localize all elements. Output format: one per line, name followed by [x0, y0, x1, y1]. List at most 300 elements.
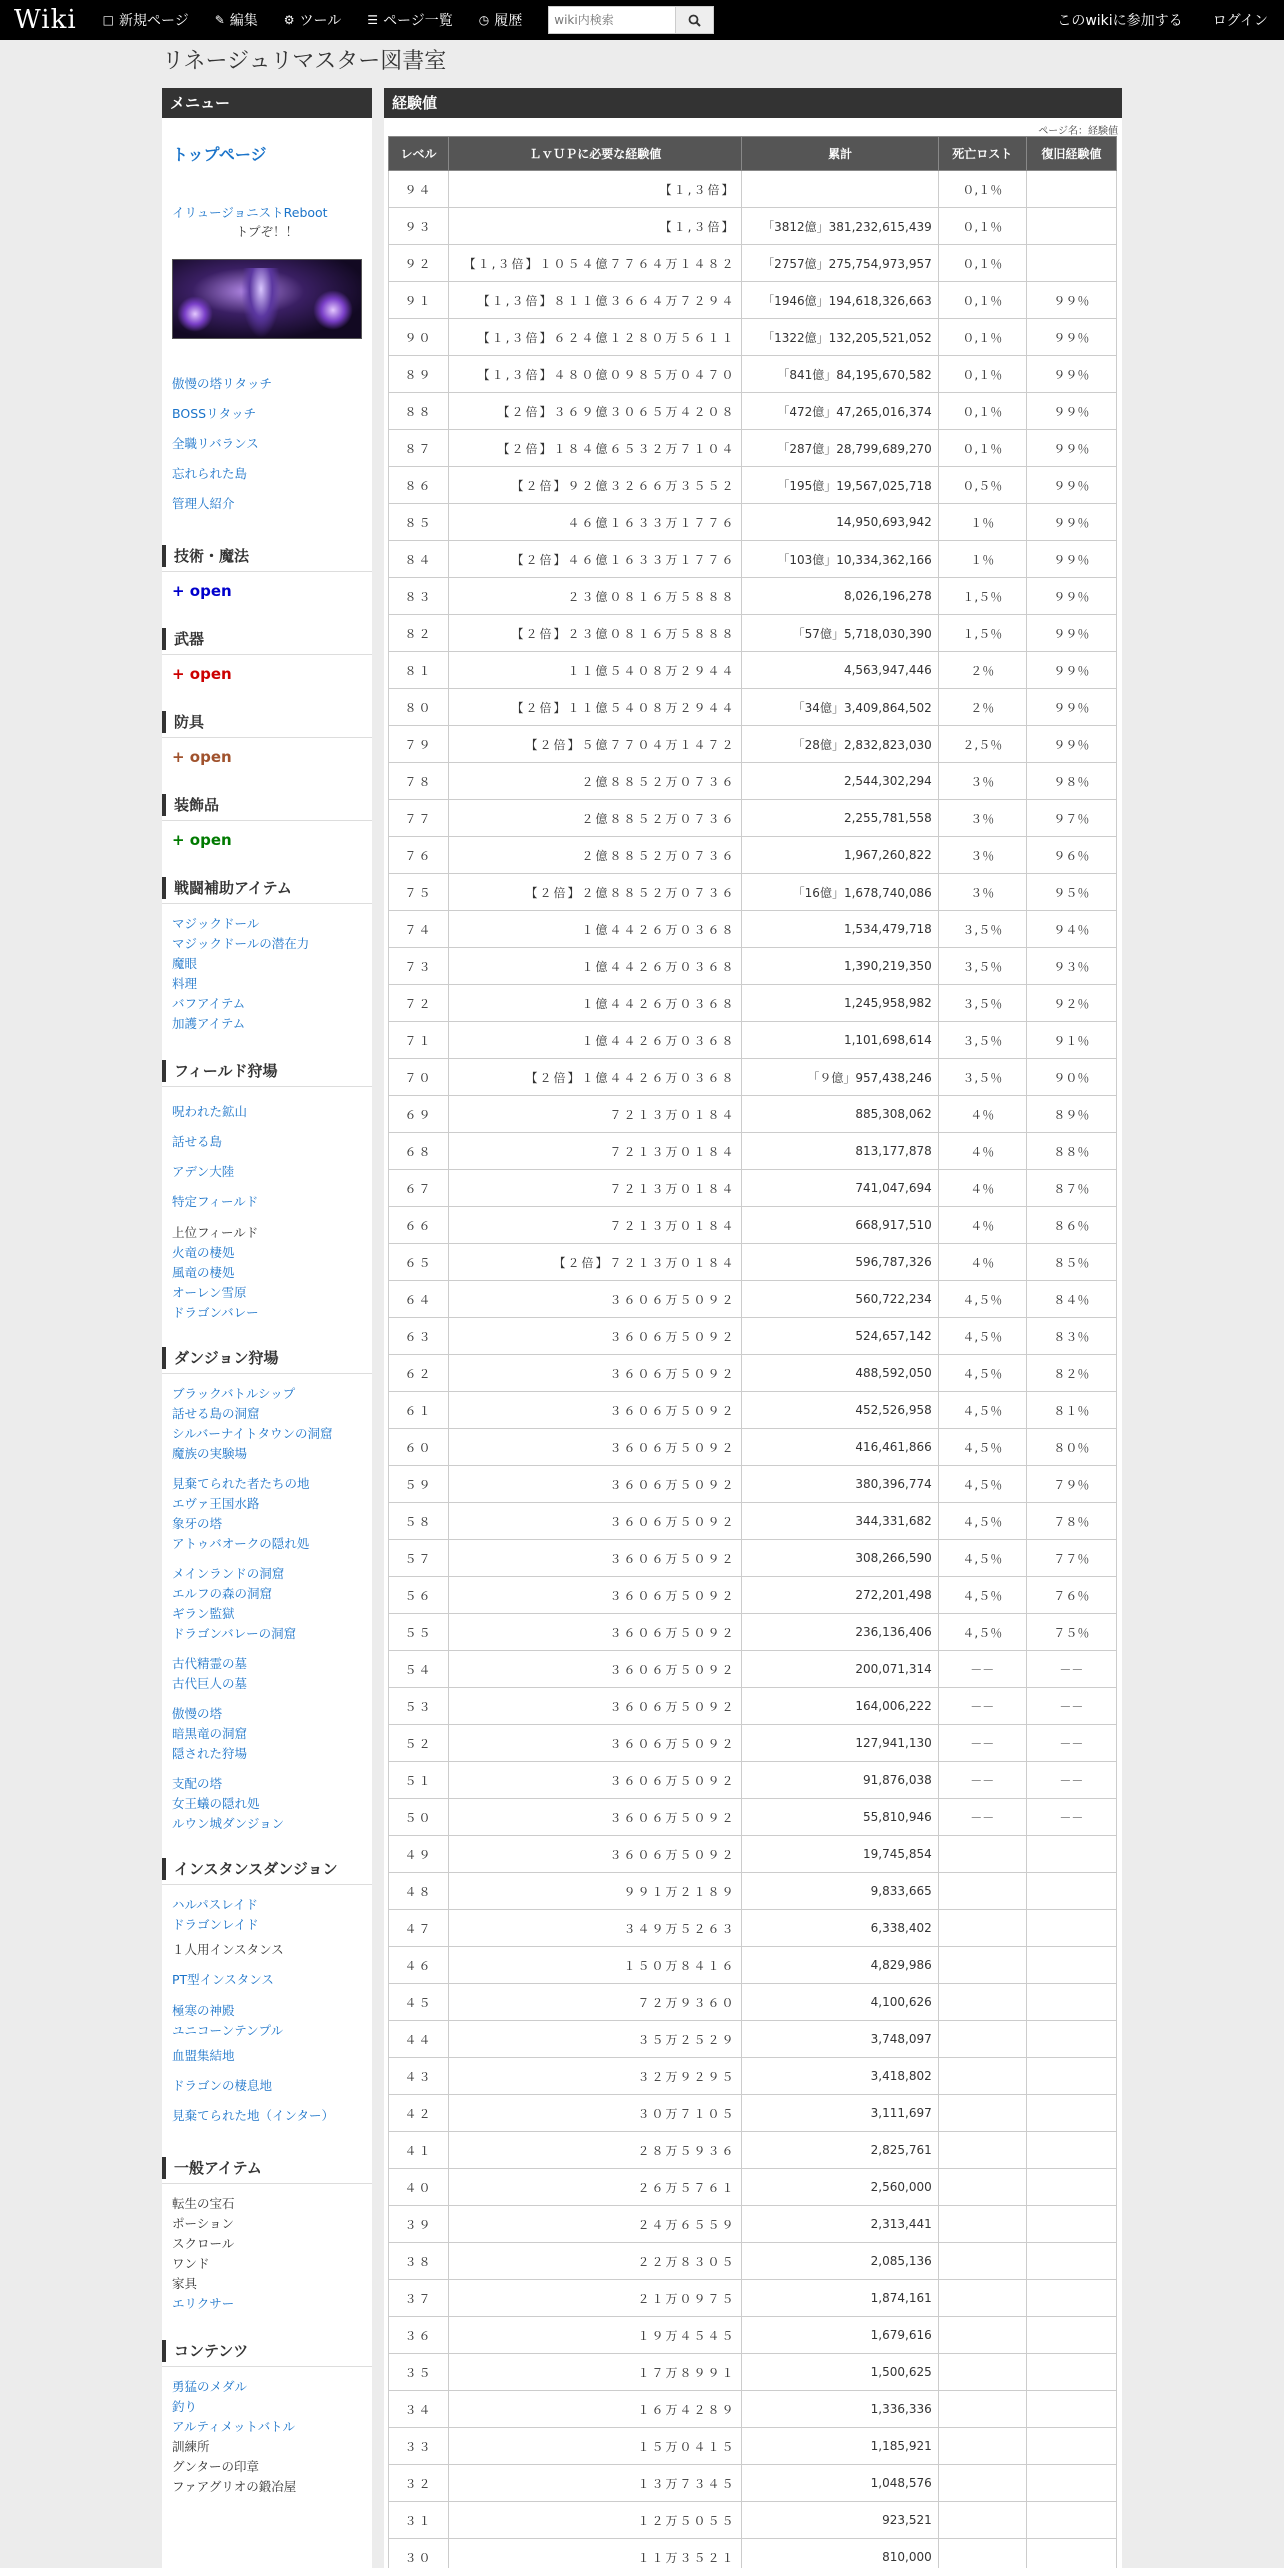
cell-death-loss — [938, 2465, 1026, 2502]
table-body — [389, 171, 1117, 2568]
cell-level: ５０ — [389, 1799, 449, 1836]
sidebar-link[interactable]: ドラゴンレイド — [172, 1917, 259, 1932]
cell-recovery-exp — [1026, 2428, 1116, 2465]
cell-level: ３２ — [389, 2465, 449, 2502]
sidebar-link[interactable]: エリクサー — [172, 2296, 235, 2311]
sidebar-link[interactable]: ハルパスレイド — [172, 1897, 259, 1912]
cell-death-loss: １％ — [938, 541, 1026, 578]
sidebar-link[interactable]: 血盟集結地 — [172, 2048, 235, 2063]
sidebar-link[interactable]: エヴァ王国水路 — [172, 1496, 260, 1511]
cell-death-loss: ４,５％ — [938, 1614, 1026, 1651]
cell-cumulative: 2,560,000 — [742, 2169, 938, 2206]
sidebar-link[interactable]: 魔族の実験場 — [172, 1446, 248, 1461]
cell-recovery-exp: －－ — [1026, 1762, 1116, 1799]
cell-cumulative: 813,177,878 — [742, 1133, 938, 1170]
sidebar-link[interactable]: PT型インスタンス — [172, 1972, 274, 1987]
section-armor: 防具 — [162, 711, 362, 733]
cell-cumulative: 19,745,854 — [742, 1836, 938, 1873]
cell-required-exp: 【１,３倍】 — [449, 171, 742, 208]
cell-cumulative: 「287億」28,799,689,270 — [742, 430, 938, 467]
cell-recovery-exp: ８２％ — [1026, 1355, 1116, 1392]
cell-recovery-exp: ９９％ — [1026, 615, 1116, 652]
cell-death-loss: ３％ — [938, 763, 1026, 800]
nav-tools[interactable] — [284, 10, 342, 30]
divider — [162, 820, 372, 821]
cell-death-loss: ４％ — [938, 1207, 1026, 1244]
account-links — [1057, 10, 1268, 30]
cell-cumulative: 596,787,326 — [742, 1244, 938, 1281]
sidebar-link[interactable]: 支配の塔 — [172, 1776, 223, 1791]
sidebar-link[interactable]: 傲慢の塔リタッチ — [172, 376, 273, 391]
cell-required-exp: ７２１３万０１８４ — [449, 1170, 742, 1207]
table-row — [389, 874, 1117, 911]
cell-level: ４１ — [389, 2132, 449, 2169]
divider — [162, 737, 372, 738]
divider — [162, 571, 372, 572]
cell-level: ８４ — [389, 541, 449, 578]
cell-cumulative: 1,534,479,718 — [742, 911, 938, 948]
cell-cumulative: 668,917,510 — [742, 1207, 938, 1244]
cell-required-exp: ３０万７１０５ — [449, 2095, 742, 2132]
cell-level: ４０ — [389, 2169, 449, 2206]
general-item: スクロール — [172, 2236, 235, 2251]
cell-level: ９２ — [389, 245, 449, 282]
cell-required-exp: １億４４２６万０３６８ — [449, 948, 742, 985]
history-icon: ◷ — [478, 13, 490, 27]
search-button[interactable] — [676, 6, 714, 34]
table-row — [389, 1947, 1117, 1984]
open-toggle-weapon[interactable]: + open — [172, 665, 232, 683]
cell-cumulative: 1,967,260,822 — [742, 837, 938, 874]
open-toggle-magic[interactable]: + open — [172, 582, 232, 600]
cell-required-exp: ３６０６万５０９２ — [449, 1318, 742, 1355]
cell-recovery-exp: －－ — [1026, 1799, 1116, 1836]
cell-death-loss: ２,５％ — [938, 726, 1026, 763]
cell-recovery-exp — [1026, 1947, 1116, 1984]
cell-required-exp: ３６０６万５０９２ — [449, 1540, 742, 1577]
cell-death-loss: －－ — [938, 1725, 1026, 1762]
cell-cumulative: 3,418,802 — [742, 2058, 938, 2095]
section-general-items: 一般アイテム — [162, 2157, 362, 2179]
sidebar-link[interactable]: 風竜の棲処 — [172, 1265, 235, 1280]
cell-recovery-exp: ９９％ — [1026, 504, 1116, 541]
cell-required-exp: 【２倍】２億８８５２万０７３６ — [449, 874, 742, 911]
cell-recovery-exp — [1026, 2354, 1116, 2391]
cell-death-loss: ３％ — [938, 837, 1026, 874]
divider — [162, 2366, 372, 2367]
cell-cumulative: 「841億」84,195,670,582 — [742, 356, 938, 393]
table-row — [389, 1096, 1117, 1133]
sidebar-link[interactable]: 料理 — [172, 976, 198, 991]
cell-recovery-exp — [1026, 1910, 1116, 1947]
cell-level: ５６ — [389, 1577, 449, 1614]
sidebar-link[interactable]: シルバーナイトタウンの洞窟 — [172, 1426, 333, 1441]
cell-cumulative: 380,396,774 — [742, 1466, 938, 1503]
cell-cumulative: 344,331,682 — [742, 1503, 938, 1540]
cell-death-loss — [938, 2280, 1026, 2317]
cell-level: ３１ — [389, 2502, 449, 2539]
cell-recovery-exp — [1026, 2169, 1116, 2206]
upper-field-label: 上位フィールド — [172, 1225, 259, 1240]
cell-level: ７４ — [389, 911, 449, 948]
cell-death-loss: ０,１％ — [938, 208, 1026, 245]
cell-level: ４２ — [389, 2095, 449, 2132]
cell-required-exp: 【１,３倍】６２４億１２８０万５６１１ — [449, 319, 742, 356]
cell-cumulative: 「2757億」275,754,973,957 — [742, 245, 938, 282]
sidebar-link[interactable]: 加護アイテム — [172, 1016, 246, 1031]
cell-level: ８１ — [389, 652, 449, 689]
table-row — [389, 1133, 1117, 1170]
sidebar-link[interactable]: エルフの森の洞窟 — [172, 1586, 273, 1601]
cell-level: ７１ — [389, 1022, 449, 1059]
sidebar-menu-title: メニュー — [162, 88, 372, 118]
wiki-logo[interactable]: Wiki — [14, 5, 77, 35]
cell-death-loss — [938, 2095, 1026, 2132]
sidebar-link[interactable]: メインランドの洞窟 — [172, 1566, 285, 1581]
cell-level: ９１ — [389, 282, 449, 319]
cell-death-loss — [938, 2021, 1026, 2058]
nav-new-page-label: 新規ページ — [119, 13, 189, 29]
cell-cumulative: 885,308,062 — [742, 1096, 938, 1133]
table-row — [389, 1799, 1117, 1836]
cell-level: ８７ — [389, 430, 449, 467]
cell-required-exp: １６万４２８９ — [449, 2391, 742, 2428]
header-level: レベル — [389, 137, 449, 171]
table-row — [389, 2502, 1117, 2539]
sidebar-link[interactable]: 魔眼 — [172, 956, 198, 971]
cell-required-exp: １１万３５２１ — [449, 2539, 742, 2568]
cell-death-loss: ４,５％ — [938, 1540, 1026, 1577]
cell-recovery-exp: ９０％ — [1026, 1059, 1116, 1096]
cell-cumulative: 9,833,665 — [742, 1873, 938, 1910]
sidebar-link[interactable]: ドラゴンの棲息地 — [172, 2078, 273, 2093]
sidebar-link[interactable]: 極寒の神殿 — [172, 2003, 235, 2018]
sidebar-link[interactable]: 傲慢の塔 — [172, 1706, 223, 1721]
cell-cumulative: 1,245,958,982 — [742, 985, 938, 1022]
search-input[interactable] — [548, 6, 676, 34]
cell-required-exp: 【１,３倍】 — [449, 208, 742, 245]
cell-recovery-exp — [1026, 2317, 1116, 2354]
cell-recovery-exp — [1026, 2391, 1116, 2428]
table-row — [389, 1910, 1117, 1947]
page-title: 経験値 — [384, 88, 1122, 118]
cell-death-loss — [938, 2206, 1026, 2243]
cell-required-exp: ３６０６万５０９２ — [449, 1836, 742, 1873]
cell-level: ８６ — [389, 467, 449, 504]
sidebar-link[interactable]: ブラックバトルシップ — [172, 1386, 296, 1401]
divider — [162, 1884, 372, 1885]
sidebar-link[interactable]: BOSSリタッチ — [172, 406, 257, 421]
table-row — [389, 726, 1117, 763]
cell-required-exp: 【２倍】９２億３２６６万３５５２ — [449, 467, 742, 504]
cell-cumulative: 「57億」5,718,030,390 — [742, 615, 938, 652]
cell-level: ３５ — [389, 2354, 449, 2391]
cell-cumulative: 「34億」3,409,864,502 — [742, 689, 938, 726]
cell-death-loss — [938, 2354, 1026, 2391]
header-recovery-exp: 復旧経験値 — [1026, 137, 1116, 171]
cell-cumulative: 1,185,921 — [742, 2428, 938, 2465]
cell-required-exp: １９万４５４５ — [449, 2317, 742, 2354]
cell-recovery-exp: ８５％ — [1026, 1244, 1116, 1281]
cell-required-exp: ２３億０８１６万５８８８ — [449, 578, 742, 615]
cell-required-exp: ３６０６万５０９２ — [449, 1762, 742, 1799]
cell-cumulative: 164,006,222 — [742, 1688, 938, 1725]
cell-cumulative: 3,748,097 — [742, 2021, 938, 2058]
cell-recovery-exp — [1026, 2243, 1116, 2280]
cell-death-loss: ０,１％ — [938, 245, 1026, 282]
cell-level: ５２ — [389, 1725, 449, 1762]
cell-recovery-exp: －－ — [1026, 1725, 1116, 1762]
table-row — [389, 1244, 1117, 1281]
nav-page-list-label: ページ一覧 — [383, 13, 453, 29]
table-row — [389, 245, 1117, 282]
cell-level: ４９ — [389, 1836, 449, 1873]
cell-required-exp: ２１万０９７５ — [449, 2280, 742, 2317]
contents-item: 訓練所 — [172, 2439, 210, 2454]
cell-recovery-exp — [1026, 2095, 1116, 2132]
cell-cumulative: 1,336,336 — [742, 2391, 938, 2428]
reboot-link[interactable] — [172, 203, 362, 241]
sidebar-link[interactable]: マジックドールの潜在力 — [172, 936, 310, 951]
cell-required-exp: ３６０６万５０９２ — [449, 1281, 742, 1318]
dungeon-links-5 — [172, 1704, 362, 1764]
sidebar-link[interactable]: 古代巨人の墓 — [172, 1676, 248, 1691]
sidebar-link[interactable]: オーレン雪原 — [172, 1285, 247, 1300]
cell-death-loss: ３,５％ — [938, 985, 1026, 1022]
cell-cumulative: 8,026,196,278 — [742, 578, 938, 615]
site-title[interactable]: リネージュリマスター図書室 — [162, 49, 447, 74]
cell-level: ４４ — [389, 2021, 449, 2058]
cell-level: ６４ — [389, 1281, 449, 1318]
cell-cumulative: 2,825,761 — [742, 2132, 938, 2169]
search-icon — [688, 14, 701, 27]
cell-cumulative: 416,461,866 — [742, 1429, 938, 1466]
nav-new-page[interactable] — [103, 10, 189, 30]
cell-death-loss — [938, 1947, 1026, 1984]
cell-required-exp: 【１,３倍】４８０億０９８５万０４７０ — [449, 356, 742, 393]
sidebar-link[interactable]: ドラゴンバレー — [172, 1305, 259, 1320]
banner-image[interactable] — [172, 259, 362, 339]
sidebar-link[interactable]: 呪われた鉱山 — [172, 1104, 248, 1119]
instance-solo-label: １人用インスタンス — [172, 1942, 284, 1957]
sidebar-link[interactable]: 話せる島 — [172, 1134, 223, 1149]
dungeon-links-6 — [172, 1774, 362, 1834]
cell-level: ６８ — [389, 1133, 449, 1170]
sidebar-link[interactable]: 忘れられた島 — [172, 466, 248, 481]
cell-recovery-exp: ９９％ — [1026, 430, 1116, 467]
cell-recovery-exp — [1026, 2465, 1116, 2502]
open-toggle-armor[interactable]: + open — [172, 748, 232, 766]
sidebar-link[interactable]: 釣り — [172, 2399, 198, 2414]
header-required-exp: ＬｖＵＰに必要な経験値 — [449, 137, 742, 171]
cell-recovery-exp — [1026, 2502, 1116, 2539]
sidebar-link[interactable]: アデン大陸 — [172, 1164, 235, 1179]
header-death-loss: 死亡ロスト — [938, 137, 1026, 171]
cell-level: ５７ — [389, 1540, 449, 1577]
cell-recovery-exp: ９９％ — [1026, 541, 1116, 578]
cell-cumulative: 「1322億」132,205,521,052 — [742, 319, 938, 356]
cell-required-exp: ２８万５９３６ — [449, 2132, 742, 2169]
sidebar-link[interactable]: ギラン監獄 — [172, 1606, 235, 1621]
cell-death-loss: １,５％ — [938, 615, 1026, 652]
cell-level: ８５ — [389, 504, 449, 541]
sidebar-link[interactable]: 暗黒竜の洞窟 — [172, 1726, 248, 1741]
cell-required-exp: １５万０４１５ — [449, 2428, 742, 2465]
table-row — [389, 615, 1117, 652]
table-row — [389, 356, 1117, 393]
sidebar-link[interactable]: 話せる島の洞窟 — [172, 1406, 260, 1421]
cell-required-exp: ２６万５７６１ — [449, 2169, 742, 2206]
table-row — [389, 837, 1117, 874]
cell-death-loss: －－ — [938, 1651, 1026, 1688]
divider — [162, 903, 372, 904]
cell-cumulative: 1,390,219,350 — [742, 948, 938, 985]
open-toggle-accessory[interactable]: + open — [172, 831, 232, 849]
sidebar-link[interactable]: 管理人紹介 — [172, 496, 235, 511]
sidebar-link[interactable]: ドラゴンバレーの洞窟 — [172, 1626, 297, 1641]
cell-recovery-exp: ９８％ — [1026, 763, 1116, 800]
general-item: 家具 — [172, 2276, 198, 2291]
cell-death-loss: －－ — [938, 1762, 1026, 1799]
cell-recovery-exp: ９１％ — [1026, 1022, 1116, 1059]
sidebar-link[interactable]: アトゥバオークの隠れ処 — [172, 1536, 310, 1551]
cell-recovery-exp — [1026, 171, 1116, 208]
section-weapon: 武器 — [162, 628, 362, 650]
divider — [162, 2183, 372, 2184]
cell-level: ５９ — [389, 1466, 449, 1503]
sidebar-link[interactable]: 女王蟻の隠れ処 — [172, 1796, 260, 1811]
cell-cumulative: 200,071,314 — [742, 1651, 938, 1688]
contents-links — [172, 2377, 362, 2497]
table-row — [389, 1059, 1117, 1096]
cell-recovery-exp — [1026, 2021, 1116, 2058]
nav-edit[interactable] — [215, 10, 258, 30]
cell-death-loss: －－ — [938, 1688, 1026, 1725]
cell-recovery-exp: ９２％ — [1026, 985, 1116, 1022]
top-navbar — [0, 0, 1284, 40]
cell-death-loss — [938, 1910, 1026, 1947]
cell-recovery-exp: ８１％ — [1026, 1392, 1116, 1429]
cell-death-loss: １％ — [938, 504, 1026, 541]
table-row — [389, 467, 1117, 504]
cell-recovery-exp: ８６％ — [1026, 1207, 1116, 1244]
table-row — [389, 541, 1117, 578]
cell-death-loss — [938, 2391, 1026, 2428]
sidebar-link[interactable]: 見棄てられた地（インター） — [172, 2108, 335, 2123]
banner-glow-left — [177, 296, 213, 332]
cell-recovery-exp: ９９％ — [1026, 467, 1116, 504]
cell-level: ６６ — [389, 1207, 449, 1244]
cell-death-loss: ４％ — [938, 1170, 1026, 1207]
cell-recovery-exp — [1026, 1836, 1116, 1873]
header-cumulative: 累計 — [742, 137, 938, 171]
table-row — [389, 1355, 1117, 1392]
login-link[interactable]: ログイン — [1212, 13, 1268, 29]
cell-recovery-exp: ９７％ — [1026, 800, 1116, 837]
table-row — [389, 2280, 1117, 2317]
cell-required-exp: ３６０６万５０９２ — [449, 1725, 742, 1762]
table-row — [389, 763, 1117, 800]
nav-page-list[interactable] — [367, 10, 453, 30]
sidebar-link[interactable]: 特定フィールド — [172, 1194, 259, 1209]
cell-level: ５４ — [389, 1651, 449, 1688]
cell-required-exp: ３５万２５２９ — [449, 2021, 742, 2058]
dungeon-links-3 — [172, 1564, 362, 1644]
cell-level: ８０ — [389, 689, 449, 726]
table-row — [389, 2021, 1117, 2058]
cell-required-exp: ３６０６万５０９２ — [449, 1503, 742, 1540]
table-row — [389, 1466, 1117, 1503]
pencil-icon: ✎ — [214, 13, 225, 27]
cell-recovery-exp: ８９％ — [1026, 1096, 1116, 1133]
cell-level: ６７ — [389, 1170, 449, 1207]
gear-icon: ⚙ — [283, 13, 295, 27]
sidebar-link[interactable]: 古代精霊の墓 — [172, 1656, 248, 1671]
sidebar-link[interactable]: 見棄てられた者たちの地 — [172, 1476, 310, 1491]
table-row — [389, 1577, 1117, 1614]
cell-recovery-exp: ８７％ — [1026, 1170, 1116, 1207]
cell-required-exp: １１億５４０８万２９４４ — [449, 652, 742, 689]
cell-death-loss: ２％ — [938, 689, 1026, 726]
sidebar-link[interactable]: 象牙の塔 — [172, 1516, 223, 1531]
cell-cumulative: 「103億」10,334,362,166 — [742, 541, 938, 578]
cell-recovery-exp: ９９％ — [1026, 652, 1116, 689]
sidebar-link[interactable]: バフアイテム — [172, 996, 246, 1011]
cell-cumulative: 2,313,441 — [742, 2206, 938, 2243]
cell-level: ７６ — [389, 837, 449, 874]
cell-level: ３８ — [389, 2243, 449, 2280]
join-wiki-link[interactable]: このwikiに参加する — [1057, 13, 1183, 29]
cell-cumulative — [742, 171, 938, 208]
cell-cumulative: 55,810,946 — [742, 1799, 938, 1836]
sidebar-link[interactable]: 全職リバランス — [172, 436, 259, 451]
table-row — [389, 2095, 1117, 2132]
nav-history-label: 履歴 — [494, 13, 523, 29]
cell-death-loss: －－ — [938, 1799, 1026, 1836]
cell-death-loss: １,５％ — [938, 578, 1026, 615]
cell-level: ４６ — [389, 1947, 449, 1984]
table-row — [389, 911, 1117, 948]
top-page-link[interactable]: トップページ — [172, 145, 267, 164]
cell-level: ９３ — [389, 208, 449, 245]
sidebar-link[interactable]: 火竜の棲処 — [172, 1245, 235, 1260]
cell-recovery-exp — [1026, 2539, 1116, 2568]
cell-recovery-exp: ９９％ — [1026, 689, 1116, 726]
sidebar-link[interactable]: マジックドール — [172, 916, 260, 931]
cell-required-exp: ７２１３万０１８４ — [449, 1207, 742, 1244]
sidebar-link[interactable]: ユニコーンテンプル — [172, 2023, 284, 2038]
sidebar-link[interactable]: ルウン城ダンジョン — [172, 1816, 285, 1831]
cell-death-loss: ４％ — [938, 1133, 1026, 1170]
cell-level: ３３ — [389, 2428, 449, 2465]
cell-recovery-exp — [1026, 1984, 1116, 2021]
sidebar-link[interactable]: 隠された狩場 — [172, 1746, 248, 1761]
cell-cumulative: 560,722,234 — [742, 1281, 938, 1318]
cell-required-exp: １億４４２６万０３６８ — [449, 985, 742, 1022]
cell-death-loss — [938, 2243, 1026, 2280]
sidebar-link[interactable]: 勇猛のメダル — [172, 2379, 248, 2394]
cell-recovery-exp — [1026, 208, 1116, 245]
cell-level: ７０ — [389, 1059, 449, 1096]
sidebar-link[interactable]: アルティメットバトル — [172, 2419, 296, 2434]
table-row — [389, 652, 1117, 689]
dungeon-links-1 — [172, 1384, 362, 1464]
cell-level: ６５ — [389, 1244, 449, 1281]
cell-recovery-exp: ７７％ — [1026, 1540, 1116, 1577]
cell-level: ６２ — [389, 1355, 449, 1392]
nav-history[interactable] — [479, 10, 522, 30]
cell-recovery-exp: ８４％ — [1026, 1281, 1116, 1318]
